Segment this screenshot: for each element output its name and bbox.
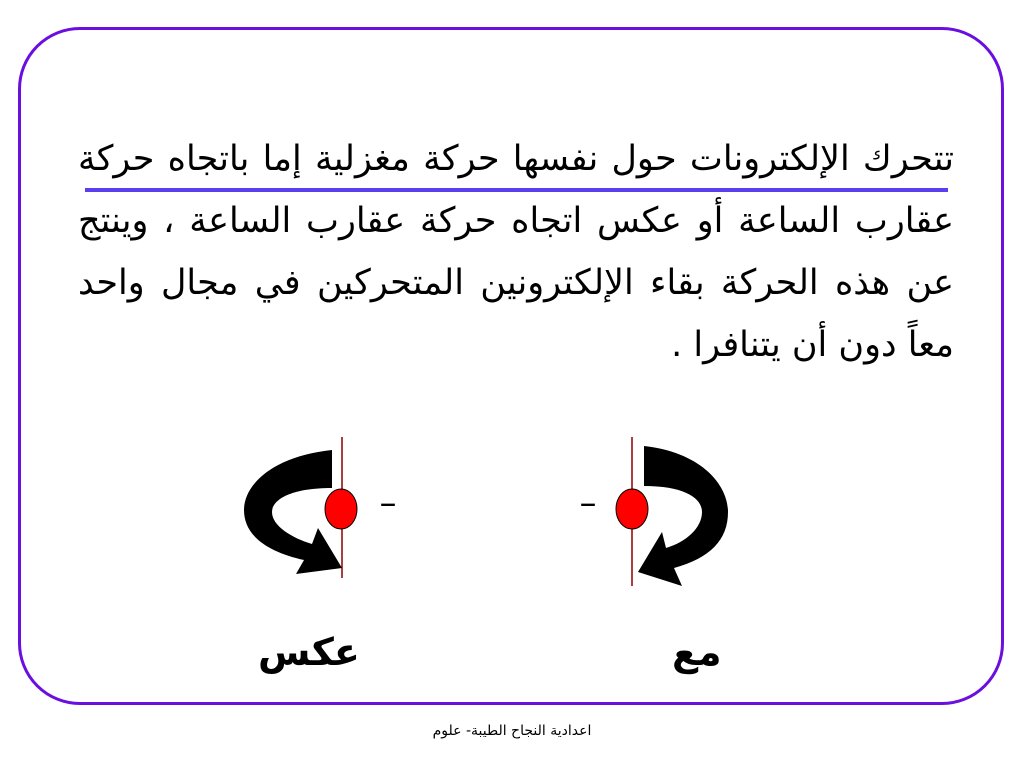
counterclockwise-label: عكس [258, 630, 360, 674]
right-electron-charge: – [579, 483, 597, 523]
spin-description-paragraph: تتحرك الإلكترونات حول نفسها حركة مغزلية إما باتجاه حركة عقارب الساعة أو عكس اتجاه حركة عقارب الساعة ، وينتج عن هذه الحركة بقاء الإلكترونين المتحركين في مجال واحد معاً دون أن يتنافرا . [78, 139, 954, 365]
right-electron-group [580, 437, 729, 586]
left-electron-charge: – [379, 483, 397, 523]
right-clockwise-arrow-icon [638, 446, 728, 586]
clockwise-label: مع [672, 630, 722, 674]
right-electron [616, 489, 648, 529]
left-electron [325, 489, 357, 529]
slide-footer: اعدادية النجاح الطيبة- علوم [432, 723, 592, 739]
left-electron-group [244, 437, 397, 578]
